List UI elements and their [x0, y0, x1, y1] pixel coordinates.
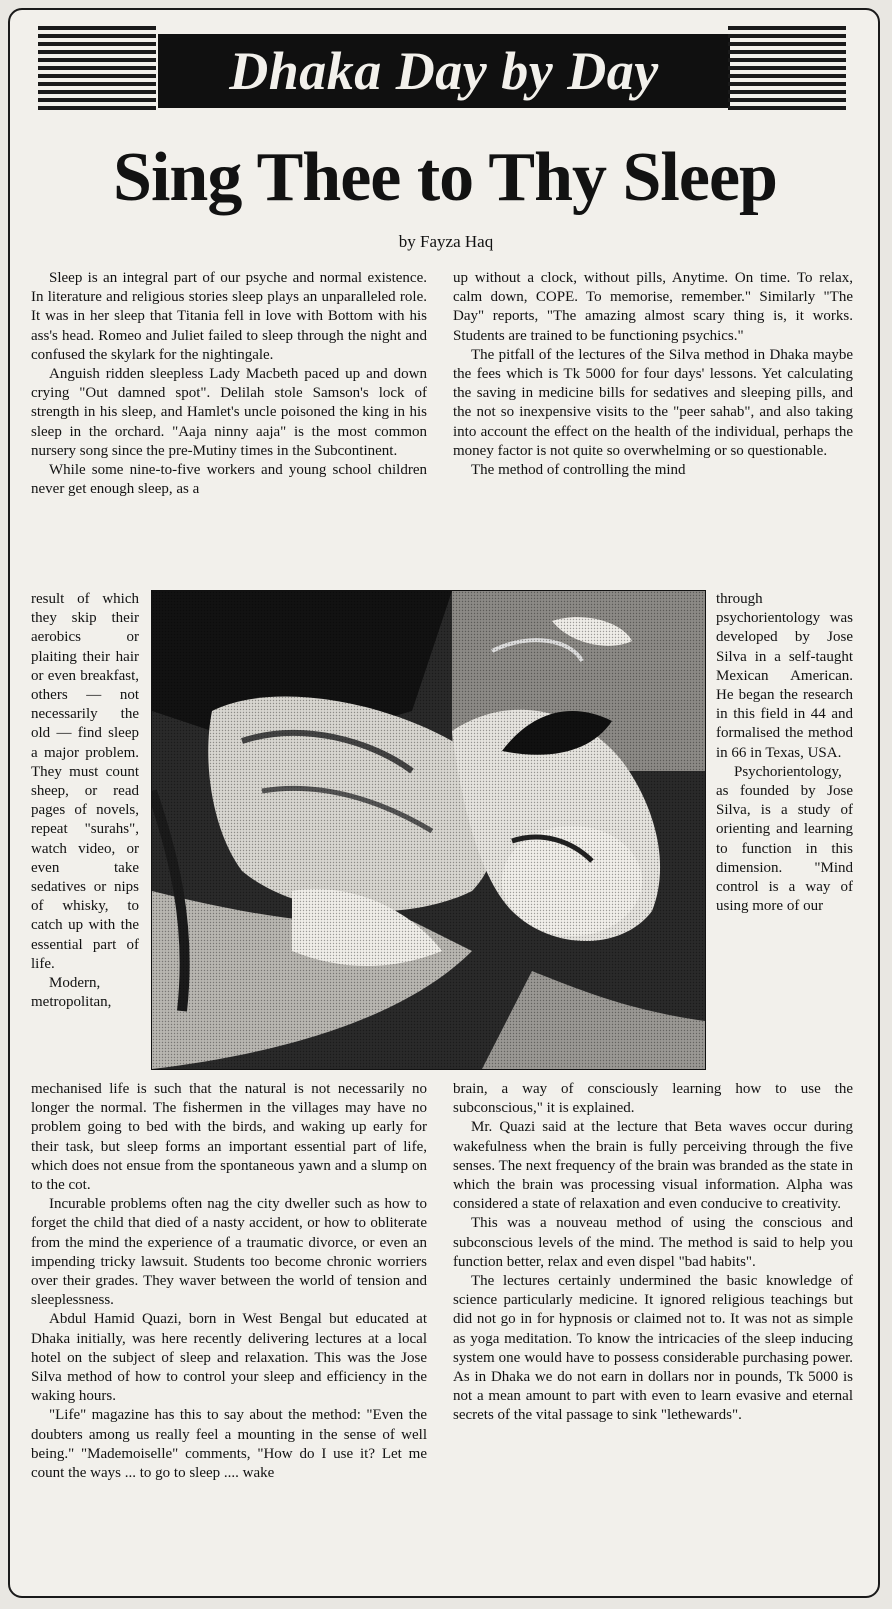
column-2-bottom [453, 1080, 853, 1426]
section-banner [38, 26, 846, 114]
headline: Sing Thee to Thy Sleep [113, 139, 777, 216]
paragraph: Psychorientology, as founded by Jose Silva, is a study of orienting and learning to function in this dimension. "Mind control is a way of using more of our [716, 763, 853, 915]
column-2-side [716, 590, 853, 916]
paragraph: result of which they skip their aerobics or plaiting their hair or even breakfast, others — not necessarily the old — find sleep a major problem. They must count sheep, or read pages of novels, repeat "surahs", watch video, or even take sedatives or nips of whisky, to catch up with the essential part of life. [31, 591, 139, 972]
paragraph: This was a nouveau method of using the conscious and subconscious levels of the mind. The method is said to help you function better, relax and even dispel "bad habits". [453, 1215, 853, 1270]
column-1-side [31, 590, 139, 1012]
paragraph: through psychorientology was developed by Jose Silva in a self-taught Mexican American. He began the research in this field in 44 and formalised the method in 66 in Texas, USA. [716, 591, 853, 761]
banner-rules-right [728, 26, 846, 114]
paragraph: Modern, metropolitan, [31, 975, 112, 1011]
column-2-top [453, 269, 853, 480]
paragraph: Mr. Quazi said at the lecture that Beta waves occur during wakefulness when the brain is fully perceiving through the five senses. The next frequency of the brain was branded as the state in which the brain was processing visual information. Alpha was considered a state of relaxation and even conducive to creativity. [453, 1119, 853, 1213]
paragraph: up without a clock, without pills, Anytime. On time. To relax, calm down, COPE. To memorise, remember." Similarly "The Day" reports, "The amazing almost scary thing is, it works. Students are trained to be functioning psychics." [453, 270, 853, 344]
byline: by Fayza Haq [398, 232, 494, 251]
paragraph: Sleep is an integral part of our psyche and normal existence. In literature and religious stories sleep plays an unparalleled role. It was in her sleep that Titania fell in love with Bottom with his ass's head. Romeo and Juliet failed to sleep through the night and confused the skylark for the nightingale. [31, 270, 427, 363]
column-1-bottom [31, 1080, 427, 1483]
paragraph: Abdul Hamid Quazi, born in West Bengal but educated at Dhaka initially, was here recently delivering lectures at a local hotel on the subject of sleep and relaxation. This was the Jose Silva method of how to control your sleep and efficiency in the waking hours. [31, 1311, 427, 1405]
paragraph: The pitfall of the lectures of the Silva method in Dhaka maybe the fees which is Tk 5000 for four days' lessons. Yet calculating the saving in medicine bills for sedatives and sleeping pills, and the not so inexpensive visits to the "peer sahab", and also taking into account the effect on the health of the individual, perhaps the money factor is not quite so overwhelming or so questionable. [453, 346, 853, 459]
paragraph: The method of controlling the mind [471, 462, 686, 479]
paragraph: brain, a way of consciously learning how to use the subconscious," it is explained. [453, 1081, 853, 1117]
section-title: Dhaka Day by Day [158, 34, 730, 108]
column-1-top [31, 269, 427, 499]
paragraph: While some nine-to-five workers and young school children never get enough sleep, as a [31, 462, 427, 498]
banner-rules-left [38, 26, 156, 114]
paragraph: "Life" magazine has this to say about the method: "Even the doubters among us really feel a mounting in the sense of well being." "Mademoiselle" comments, "How do I use it? Let me count the ways ... to go to sleep .... wake [31, 1407, 427, 1482]
paragraph: mechanised life is such that the natural is not necessarily no longer the normal. The fishermen in the villages may have no problem going to bed with the birds, and waking up early for their task, but sleep forms an important essential part of life, which does not ensue from the spontaneous yawn and a slump on to the cot. [31, 1081, 427, 1194]
paragraph: Incurable problems often nag the city dweller such as how to forget the child that died of a nasty accident, or how to obliterate from the mind the experience of a traumatic divorce, or even an impending tricky lawsuit. Students too become chronic worriers over their grades. They waver between the world of tension and sleeplessness. [31, 1196, 427, 1309]
sleeping-photo-image [152, 591, 705, 1069]
paragraph: Anguish ridden sleepless Lady Macbeth paced up and down crying "Out damned spot". Delilah stole Samson's lock of strength in his sleep, and Hamlet's uncle poisoned the king in his sleep in the orchard. "Aaja ninny aaja" is the most common nursery song since the pre-Mutiny times in the Subcontinent. [31, 366, 427, 459]
paragraph: The lectures certainly undermined the basic knowledge of science particularly medicine. It ignored religious teachings but did not go in for hypnosis or claimed not to. It was not as simple as yoga meditation. To know the intricacies of the sleep inducing system one would have to possess considerable purchasing power. As in Dhaka we do not earn in dollars nor in pounds, Tk 5000 is not a mean amount to part with even to learn evasive and eternal secrets of the vital passage to sink "lethewards". [453, 1273, 853, 1424]
sleeping-photo [151, 590, 706, 1070]
